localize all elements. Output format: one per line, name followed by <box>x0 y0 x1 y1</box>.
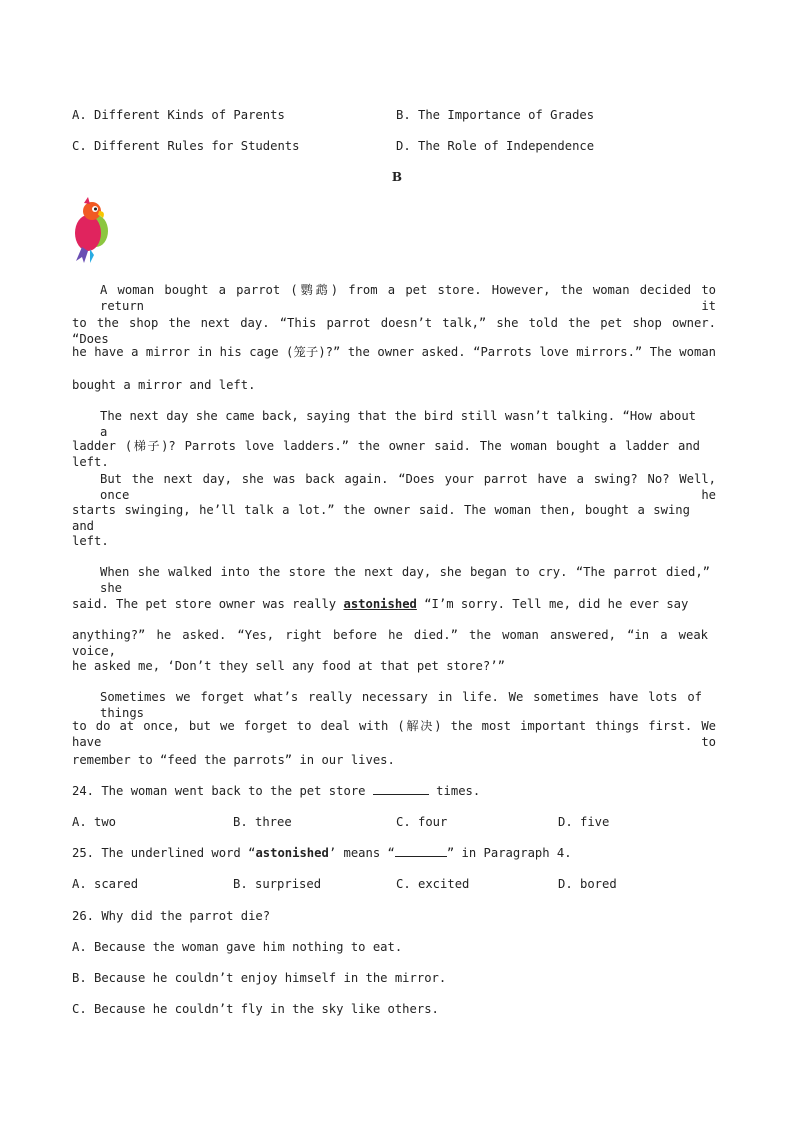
astonished-word: astonished <box>343 597 417 611</box>
q25-stem-c: ” in Paragraph 4. <box>446 846 572 860</box>
passage-p4-line2-b: “I’m sorry. Tell me, did he ever say <box>416 597 689 611</box>
passage-p1-line2: to the shop the next day. “This parrot doesn’t talk,” she told the pet shop owner. “Does <box>72 316 716 346</box>
passage-p2-line2: ladder (梯子)? Parrots love ladders.” the owner said. The woman bought a ladder and left. <box>72 439 700 469</box>
q24-stem-b: times. <box>428 784 481 798</box>
q25-blank <box>395 845 447 857</box>
q26-option-b: B. Because he couldn’t enjoy himself in the mirror. <box>72 971 447 985</box>
passage-p4-line2 <box>72 596 688 612</box>
option-a-prev: A. Different Kinds of Parents <box>72 108 285 122</box>
q25-word: astonished <box>255 846 329 860</box>
option-d-prev: D. The Role of Independence <box>396 139 595 153</box>
question-24-stem <box>72 783 480 799</box>
passage-p3-line1: But the next day, she was back again. “Does your parrot have a swing? No? Well, once he <box>100 472 716 502</box>
q24-stem-a: 24. The woman went back to the pet store <box>72 784 373 798</box>
section-title: B <box>391 170 403 184</box>
passage-p2-line1: The next day she came back, saying that the bird still wasn’t talking. “How about a <box>100 409 696 439</box>
q24-option-b: B. three <box>233 815 292 829</box>
passage-p5-line3: remember to “feed the parrots” in our lives. <box>72 753 395 767</box>
option-c-prev: C. Different Rules for Students <box>72 139 300 153</box>
passage-p5-line2: to do at once, but we forget to deal with (解决) the most important things first. We have to <box>72 719 716 749</box>
q25-stem-a: 25. The underlined word “ <box>72 846 256 860</box>
passage-p1-line3: he have a mirror in his cage (笼子)?” the owner asked. “Parrots love mirrors.” The woman <box>72 345 716 359</box>
passage-p4-line1: When she walked into the store the next day, she began to cry. “The parrot died,” she <box>100 565 710 595</box>
q24-option-c: C. four <box>396 815 448 829</box>
q26-option-a: A. Because the woman gave him nothing to eat. <box>72 940 403 954</box>
passage-p4-line2-a: said. The pet store owner was really <box>72 597 344 611</box>
q25-option-a: A. scared <box>72 877 139 891</box>
passage-p4-line4: he asked me, ‘Don’t they sell any food at that pet store?’” <box>72 659 505 673</box>
q24-option-a: A. two <box>72 815 117 829</box>
passage-p3-line2: starts swinging, he’ll talk a lot.” the owner said. The woman then, bought a swing and <box>72 503 690 533</box>
passage-p4-line3: anything?” he asked. “Yes, right before he died.” the woman answered, “in a weak voice, <box>72 628 708 658</box>
q25-stem-b: ’ means “ <box>328 846 395 860</box>
passage-p3-line3: left. <box>72 534 109 548</box>
passage-p1-line1: A woman bought a parrot (鹦鹉) from a pet store. However, the woman decided to return it <box>100 283 716 313</box>
question-26-stem: 26. Why did the parrot die? <box>72 909 271 923</box>
q26-option-c: C. Because he couldn’t fly in the sky like others. <box>72 1002 439 1016</box>
question-25-stem <box>72 845 572 861</box>
parrot-icon <box>70 197 114 265</box>
passage-p5-line1: Sometimes we forget what’s really necessary in life. We sometimes have lots of things <box>100 690 702 720</box>
q25-option-c: C. excited <box>396 877 470 891</box>
option-b-prev: B. The Importance of Grades <box>396 108 595 122</box>
q25-option-d: D. bored <box>558 877 617 891</box>
q24-blank <box>373 783 429 795</box>
q25-option-b: B. surprised <box>233 877 322 891</box>
q24-option-d: D. five <box>558 815 610 829</box>
passage-p1-line4: bought a mirror and left. <box>72 378 256 392</box>
